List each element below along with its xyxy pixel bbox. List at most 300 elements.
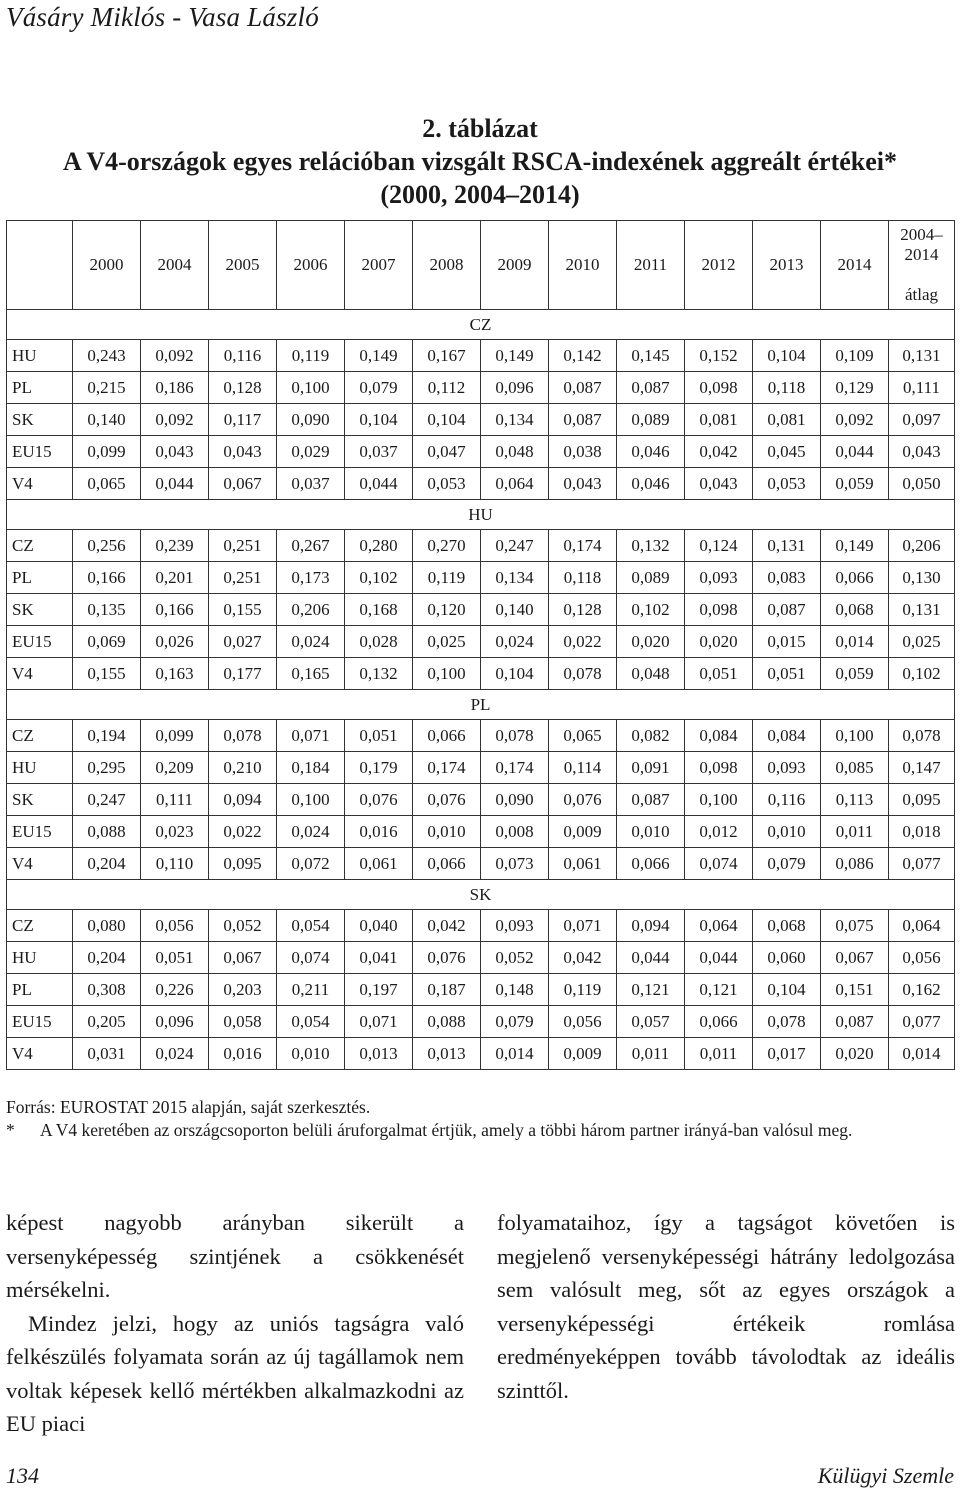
partner-label: V4 <box>7 1038 73 1070</box>
value-cell: 0,048 <box>481 436 549 468</box>
value-cell: 0,111 <box>141 784 209 816</box>
value-cell: 0,113 <box>821 784 889 816</box>
value-cell: 0,145 <box>617 340 685 372</box>
value-cell: 0,124 <box>685 530 753 562</box>
value-cell: 0,051 <box>345 720 413 752</box>
value-cell: 0,067 <box>821 942 889 974</box>
value-cell: 0,163 <box>141 658 209 690</box>
value-cell: 0,114 <box>549 752 617 784</box>
value-cell: 0,078 <box>753 1006 821 1038</box>
partner-label: SK <box>7 404 73 436</box>
value-cell: 0,081 <box>685 404 753 436</box>
value-cell: 0,009 <box>549 1038 617 1070</box>
value-cell: 0,095 <box>889 784 955 816</box>
value-cell: 0,209 <box>141 752 209 784</box>
journal-name: Külügyi Szemle <box>817 1463 954 1488</box>
value-cell: 0,067 <box>209 468 277 500</box>
partner-label: SK <box>7 784 73 816</box>
value-cell: 0,087 <box>753 594 821 626</box>
value-cell: 0,067 <box>209 942 277 974</box>
value-cell: 0,020 <box>685 626 753 658</box>
value-cell: 0,186 <box>141 372 209 404</box>
value-cell: 0,187 <box>413 974 481 1006</box>
paragraph: folyamataihoz, így a tagságot követően is megjelenő versenyképességi hátrány ledolgozása sem valósult meg, sőt az egyes országok a versenyképességi értékeik romlása eredményeképpen tovább távolodtak az ideális szinttől. <box>497 1210 955 1403</box>
value-cell: 0,076 <box>345 784 413 816</box>
value-cell: 0,079 <box>345 372 413 404</box>
partner-label: CZ <box>7 720 73 752</box>
value-cell: 0,204 <box>73 942 141 974</box>
value-cell: 0,251 <box>209 562 277 594</box>
average-header <box>889 221 955 310</box>
table-row <box>7 942 955 974</box>
table-row <box>7 1038 955 1070</box>
value-cell: 0,066 <box>821 562 889 594</box>
table-title: A V4-országok egyes relációban vizsgált RSCA-indexének aggreált értékei* <box>62 147 898 176</box>
footnote-text: A V4 keretében az országcsoporton belüli áruforgalmat értjük, amely a többi három partner irányá-ban valósul meg. <box>40 1120 853 1140</box>
value-cell: 0,009 <box>549 816 617 848</box>
value-cell: 0,050 <box>889 468 955 500</box>
section-title: CZ <box>7 310 955 340</box>
year-header: 2004 <box>141 221 209 310</box>
value-cell: 0,059 <box>821 468 889 500</box>
value-cell: 0,061 <box>345 848 413 880</box>
value-cell: 0,066 <box>413 720 481 752</box>
value-cell: 0,280 <box>345 530 413 562</box>
value-cell: 0,025 <box>413 626 481 658</box>
value-cell: 0,087 <box>549 372 617 404</box>
value-cell: 0,174 <box>481 752 549 784</box>
value-cell: 0,044 <box>821 436 889 468</box>
value-cell: 0,069 <box>73 626 141 658</box>
table-row <box>7 530 955 562</box>
value-cell: 0,042 <box>685 436 753 468</box>
partner-label: HU <box>7 752 73 784</box>
value-cell: 0,099 <box>73 436 141 468</box>
value-cell: 0,155 <box>73 658 141 690</box>
value-cell: 0,011 <box>685 1038 753 1070</box>
value-cell: 0,100 <box>277 784 345 816</box>
value-cell: 0,134 <box>481 404 549 436</box>
table-row <box>7 720 955 752</box>
value-cell: 0,043 <box>685 468 753 500</box>
body-column-left <box>6 1206 464 1441</box>
value-cell: 0,054 <box>277 910 345 942</box>
section-title: SK <box>7 880 955 910</box>
value-cell: 0,031 <box>73 1038 141 1070</box>
value-cell: 0,119 <box>277 340 345 372</box>
table-number: 2. táblázat <box>422 114 538 143</box>
partner-label: PL <box>7 562 73 594</box>
value-cell: 0,308 <box>73 974 141 1006</box>
section-title: HU <box>7 500 955 530</box>
value-cell: 0,085 <box>821 752 889 784</box>
value-cell: 0,024 <box>277 816 345 848</box>
value-cell: 0,010 <box>617 816 685 848</box>
partner-label: HU <box>7 942 73 974</box>
value-cell: 0,165 <box>277 658 345 690</box>
value-cell: 0,052 <box>481 942 549 974</box>
value-cell: 0,077 <box>889 1006 955 1038</box>
value-cell: 0,211 <box>277 974 345 1006</box>
value-cell: 0,015 <box>753 626 821 658</box>
value-cell: 0,079 <box>481 1006 549 1038</box>
value-cell: 0,099 <box>141 720 209 752</box>
running-header-author: Vásáry Miklós - Vasa László <box>6 2 319 32</box>
value-cell: 0,239 <box>141 530 209 562</box>
value-cell: 0,056 <box>141 910 209 942</box>
value-cell: 0,121 <box>617 974 685 1006</box>
value-cell: 0,100 <box>685 784 753 816</box>
value-cell: 0,100 <box>277 372 345 404</box>
value-cell: 0,052 <box>209 910 277 942</box>
value-cell: 0,267 <box>277 530 345 562</box>
value-cell: 0,041 <box>345 942 413 974</box>
value-cell: 0,179 <box>345 752 413 784</box>
value-cell: 0,135 <box>73 594 141 626</box>
table-row <box>7 404 955 436</box>
value-cell: 0,010 <box>753 816 821 848</box>
value-cell: 0,060 <box>753 942 821 974</box>
value-cell: 0,129 <box>821 372 889 404</box>
value-cell: 0,132 <box>617 530 685 562</box>
value-cell: 0,089 <box>617 562 685 594</box>
value-cell: 0,046 <box>617 468 685 500</box>
value-cell: 0,088 <box>413 1006 481 1038</box>
value-cell: 0,096 <box>481 372 549 404</box>
value-cell: 0,243 <box>73 340 141 372</box>
value-cell: 0,090 <box>277 404 345 436</box>
value-cell: 0,128 <box>549 594 617 626</box>
value-cell: 0,029 <box>277 436 345 468</box>
table-caption <box>0 112 960 211</box>
value-cell: 0,024 <box>481 626 549 658</box>
year-header: 2000 <box>73 221 141 310</box>
value-cell: 0,022 <box>209 816 277 848</box>
value-cell: 0,064 <box>481 468 549 500</box>
value-cell: 0,046 <box>617 436 685 468</box>
source-note: Forrás: EUROSTAT 2015 alapján, saját szerkesztés. <box>6 1097 371 1117</box>
value-cell: 0,075 <box>821 910 889 942</box>
year-header: 2010 <box>549 221 617 310</box>
value-cell: 0,206 <box>277 594 345 626</box>
value-cell: 0,081 <box>753 404 821 436</box>
value-cell: 0,251 <box>209 530 277 562</box>
year-header: 2012 <box>685 221 753 310</box>
value-cell: 0,028 <box>345 626 413 658</box>
value-cell: 0,166 <box>141 594 209 626</box>
partner-label: CZ <box>7 910 73 942</box>
value-cell: 0,162 <box>889 974 955 1006</box>
value-cell: 0,053 <box>413 468 481 500</box>
footnote <box>6 1119 954 1142</box>
value-cell: 0,048 <box>617 658 685 690</box>
partner-label: V4 <box>7 468 73 500</box>
value-cell: 0,092 <box>821 404 889 436</box>
value-cell: 0,121 <box>685 974 753 1006</box>
value-cell: 0,065 <box>549 720 617 752</box>
value-cell: 0,102 <box>345 562 413 594</box>
value-cell: 0,131 <box>889 594 955 626</box>
year-header: 2007 <box>345 221 413 310</box>
value-cell: 0,092 <box>141 340 209 372</box>
value-cell: 0,056 <box>549 1006 617 1038</box>
partner-label: EU15 <box>7 816 73 848</box>
value-cell: 0,016 <box>345 816 413 848</box>
table-row <box>7 752 955 784</box>
value-cell: 0,104 <box>481 658 549 690</box>
value-cell: 0,020 <box>821 1038 889 1070</box>
value-cell: 0,044 <box>617 942 685 974</box>
value-cell: 0,018 <box>889 816 955 848</box>
value-cell: 0,100 <box>413 658 481 690</box>
table-row <box>7 340 955 372</box>
value-cell: 0,072 <box>277 848 345 880</box>
value-cell: 0,256 <box>73 530 141 562</box>
value-cell: 0,053 <box>753 468 821 500</box>
value-cell: 0,013 <box>413 1038 481 1070</box>
value-cell: 0,112 <box>413 372 481 404</box>
value-cell: 0,057 <box>617 1006 685 1038</box>
value-cell: 0,051 <box>685 658 753 690</box>
value-cell: 0,012 <box>685 816 753 848</box>
value-cell: 0,194 <box>73 720 141 752</box>
section-row <box>7 500 955 530</box>
value-cell: 0,116 <box>753 784 821 816</box>
value-cell: 0,086 <box>821 848 889 880</box>
value-cell: 0,078 <box>209 720 277 752</box>
value-cell: 0,024 <box>277 626 345 658</box>
value-cell: 0,090 <box>481 784 549 816</box>
value-cell: 0,037 <box>277 468 345 500</box>
value-cell: 0,155 <box>209 594 277 626</box>
table-row <box>7 436 955 468</box>
value-cell: 0,083 <box>753 562 821 594</box>
value-cell: 0,184 <box>277 752 345 784</box>
average-header-line: 2014 <box>904 245 939 264</box>
value-cell: 0,093 <box>753 752 821 784</box>
value-cell: 0,205 <box>73 1006 141 1038</box>
value-cell: 0,011 <box>617 1038 685 1070</box>
value-cell: 0,084 <box>753 720 821 752</box>
value-cell: 0,117 <box>209 404 277 436</box>
value-cell: 0,104 <box>753 974 821 1006</box>
value-cell: 0,040 <box>345 910 413 942</box>
value-cell: 0,043 <box>209 436 277 468</box>
year-header: 2011 <box>617 221 685 310</box>
table-row <box>7 974 955 1006</box>
value-cell: 0,174 <box>549 530 617 562</box>
value-cell: 0,071 <box>277 720 345 752</box>
value-cell: 0,118 <box>549 562 617 594</box>
value-cell: 0,043 <box>141 436 209 468</box>
rsca-table-container <box>6 220 954 1070</box>
value-cell: 0,100 <box>821 720 889 752</box>
value-cell: 0,076 <box>413 942 481 974</box>
value-cell: 0,051 <box>753 658 821 690</box>
value-cell: 0,148 <box>481 974 549 1006</box>
value-cell: 0,087 <box>549 404 617 436</box>
partner-label: HU <box>7 340 73 372</box>
value-cell: 0,054 <box>277 1006 345 1038</box>
value-cell: 0,068 <box>753 910 821 942</box>
value-cell: 0,098 <box>685 752 753 784</box>
table-subtitle: (2000, 2004–2014) <box>380 180 580 209</box>
value-cell: 0,071 <box>345 1006 413 1038</box>
value-cell: 0,142 <box>549 340 617 372</box>
value-cell: 0,215 <box>73 372 141 404</box>
value-cell: 0,016 <box>209 1038 277 1070</box>
value-cell: 0,078 <box>549 658 617 690</box>
value-cell: 0,074 <box>277 942 345 974</box>
value-cell: 0,042 <box>413 910 481 942</box>
section-row <box>7 310 955 340</box>
value-cell: 0,017 <box>753 1038 821 1070</box>
value-cell: 0,008 <box>481 816 549 848</box>
value-cell: 0,088 <box>73 816 141 848</box>
table-row <box>7 1006 955 1038</box>
value-cell: 0,078 <box>889 720 955 752</box>
value-cell: 0,078 <box>481 720 549 752</box>
value-cell: 0,058 <box>209 1006 277 1038</box>
value-cell: 0,210 <box>209 752 277 784</box>
value-cell: 0,089 <box>617 404 685 436</box>
value-cell: 0,071 <box>549 910 617 942</box>
year-header: 2013 <box>753 221 821 310</box>
table-row <box>7 626 955 658</box>
value-cell: 0,102 <box>889 658 955 690</box>
value-cell: 0,076 <box>413 784 481 816</box>
table-row <box>7 562 955 594</box>
partner-label: SK <box>7 594 73 626</box>
partner-label: V4 <box>7 848 73 880</box>
page-number: 134 <box>6 1463 39 1488</box>
value-cell: 0,140 <box>481 594 549 626</box>
table-row <box>7 594 955 626</box>
average-header-line: 2004– <box>900 225 943 244</box>
table-row <box>7 848 955 880</box>
value-cell: 0,087 <box>821 1006 889 1038</box>
table-row <box>7 784 955 816</box>
value-cell: 0,119 <box>413 562 481 594</box>
value-cell: 0,104 <box>753 340 821 372</box>
value-cell: 0,080 <box>73 910 141 942</box>
year-header: 2006 <box>277 221 345 310</box>
corner-cell <box>7 221 73 310</box>
average-header-line: átlag <box>904 285 939 304</box>
year-header: 2008 <box>413 221 481 310</box>
value-cell: 0,010 <box>277 1038 345 1070</box>
value-cell: 0,044 <box>685 942 753 974</box>
value-cell: 0,109 <box>821 340 889 372</box>
value-cell: 0,020 <box>617 626 685 658</box>
table-row <box>7 816 955 848</box>
value-cell: 0,247 <box>73 784 141 816</box>
value-cell: 0,098 <box>685 594 753 626</box>
value-cell: 0,149 <box>481 340 549 372</box>
value-cell: 0,064 <box>685 910 753 942</box>
table-row <box>7 658 955 690</box>
value-cell: 0,025 <box>889 626 955 658</box>
footnote-marker: * <box>6 1120 15 1140</box>
value-cell: 0,087 <box>617 372 685 404</box>
value-cell: 0,094 <box>209 784 277 816</box>
value-cell: 0,174 <box>413 752 481 784</box>
value-cell: 0,056 <box>889 942 955 974</box>
value-cell: 0,270 <box>413 530 481 562</box>
value-cell: 0,013 <box>345 1038 413 1070</box>
value-cell: 0,177 <box>209 658 277 690</box>
table-row <box>7 910 955 942</box>
value-cell: 0,151 <box>821 974 889 1006</box>
value-cell: 0,093 <box>685 562 753 594</box>
value-cell: 0,014 <box>889 1038 955 1070</box>
value-cell: 0,152 <box>685 340 753 372</box>
value-cell: 0,037 <box>345 436 413 468</box>
value-cell: 0,010 <box>413 816 481 848</box>
value-cell: 0,066 <box>685 1006 753 1038</box>
value-cell: 0,203 <box>209 974 277 1006</box>
value-cell: 0,201 <box>141 562 209 594</box>
partner-label: EU15 <box>7 626 73 658</box>
value-cell: 0,051 <box>141 942 209 974</box>
value-cell: 0,038 <box>549 436 617 468</box>
value-cell: 0,119 <box>549 974 617 1006</box>
value-cell: 0,079 <box>753 848 821 880</box>
value-cell: 0,094 <box>617 910 685 942</box>
section-row <box>7 880 955 910</box>
value-cell: 0,022 <box>549 626 617 658</box>
value-cell: 0,014 <box>821 626 889 658</box>
value-cell: 0,091 <box>617 752 685 784</box>
value-cell: 0,059 <box>821 658 889 690</box>
body-column-right <box>497 1206 955 1407</box>
value-cell: 0,173 <box>277 562 345 594</box>
value-cell: 0,066 <box>413 848 481 880</box>
value-cell: 0,096 <box>141 1006 209 1038</box>
table-header-row <box>7 221 955 310</box>
value-cell: 0,044 <box>141 468 209 500</box>
value-cell: 0,092 <box>141 404 209 436</box>
value-cell: 0,102 <box>617 594 685 626</box>
value-cell: 0,024 <box>141 1038 209 1070</box>
value-cell: 0,043 <box>889 436 955 468</box>
value-cell: 0,066 <box>617 848 685 880</box>
table-body <box>7 310 955 1070</box>
value-cell: 0,074 <box>685 848 753 880</box>
value-cell: 0,093 <box>481 910 549 942</box>
value-cell: 0,147 <box>889 752 955 784</box>
value-cell: 0,014 <box>481 1038 549 1070</box>
value-cell: 0,011 <box>821 816 889 848</box>
value-cell: 0,149 <box>821 530 889 562</box>
value-cell: 0,027 <box>209 626 277 658</box>
value-cell: 0,043 <box>549 468 617 500</box>
value-cell: 0,026 <box>141 626 209 658</box>
value-cell: 0,167 <box>413 340 481 372</box>
table-row <box>7 468 955 500</box>
value-cell: 0,065 <box>73 468 141 500</box>
section-row <box>7 690 955 720</box>
value-cell: 0,247 <box>481 530 549 562</box>
value-cell: 0,047 <box>413 436 481 468</box>
value-cell: 0,097 <box>889 404 955 436</box>
section-title: PL <box>7 690 955 720</box>
value-cell: 0,120 <box>413 594 481 626</box>
value-cell: 0,118 <box>753 372 821 404</box>
value-cell: 0,023 <box>141 816 209 848</box>
value-cell: 0,130 <box>889 562 955 594</box>
rsca-table <box>6 220 955 1070</box>
